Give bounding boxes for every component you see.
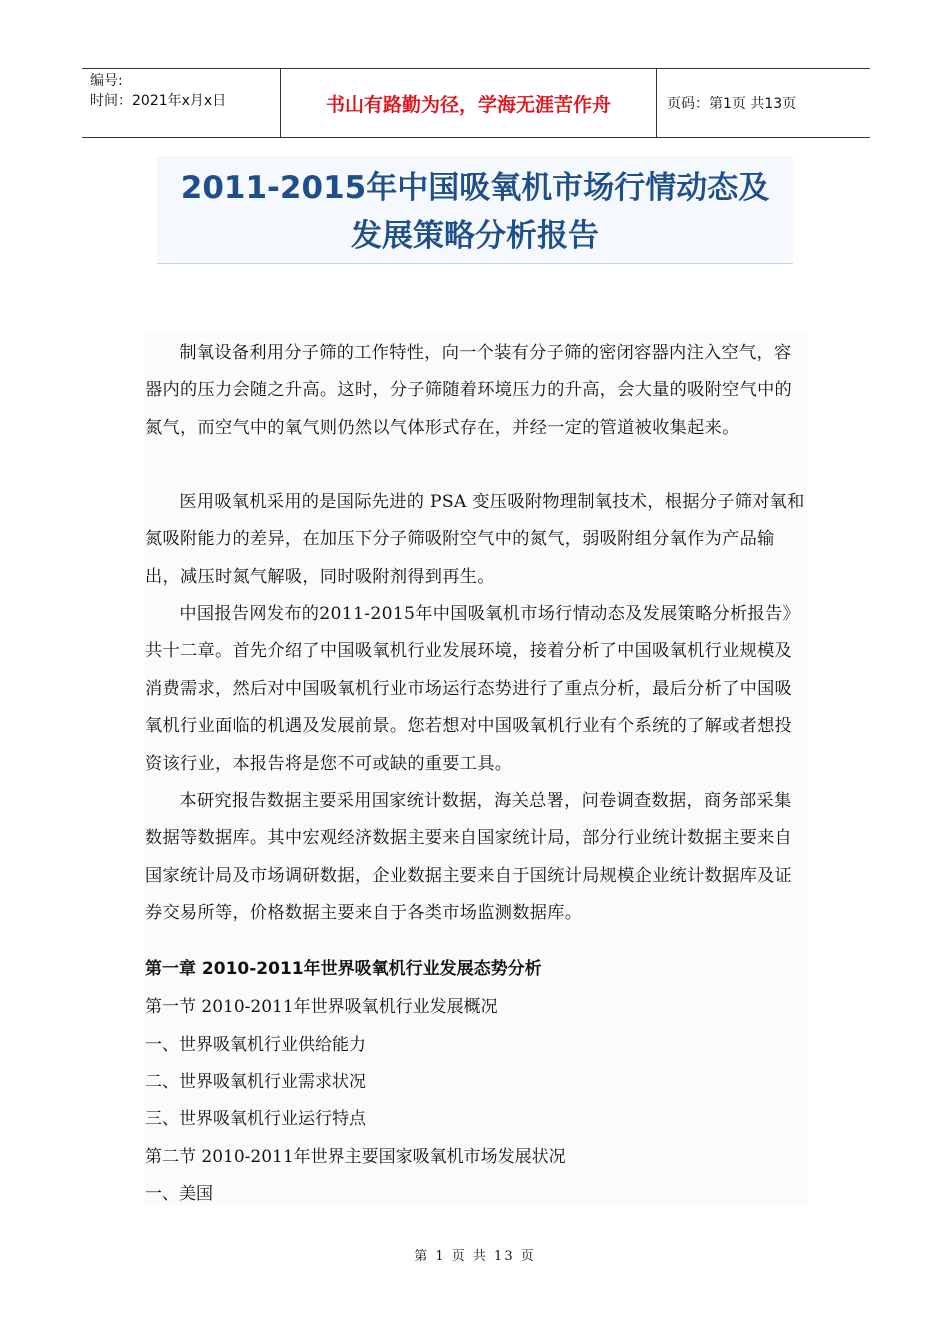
title-line-2: 发展策略分析报告: [351, 218, 599, 254]
header-page-info: 页码：第1页 共13页: [667, 96, 797, 112]
paragraph-3: 中国报告网发布的2011-2015年中国吸氧机市场行情动态及发展策略分析报告》共十二章。首先介绍了中国吸氧机行业发展环境，接着分析了中国吸氧机行业规模及消费需求，然后对中国吸氧机行业市场运行态势进行了重点分析，最后分析了中国吸氧机行业面临的机遇及发展前景。您若想对中国吸氧机行业有个系统的了解或者想投资该行业，本报告将是您不可或缺的重要工具。: [145, 604, 801, 774]
document-title: [157, 156, 793, 264]
toc-item: 一、世界吸氧机行业供给能力: [145, 1035, 366, 1055]
toc-chapter-1: 第一章 2010-2011年世界吸氧机行业发展态势分析: [145, 959, 542, 979]
toc-item: 第一节 2010-2011年世界吸氧机行业发展概况: [145, 997, 498, 1017]
header-motto: 书山有路勤为径，学海无涯苦作舟: [281, 69, 657, 137]
toc-item: 第二节 2010-2011年世界主要国家吸氧机市场发展状况: [145, 1147, 566, 1167]
paragraph-4: 本研究报告数据主要采用国家统计数据，海关总署，问卷调查数据，商务部采集数据等数据库。其中宏观经济数据主要来自国家统计局，部分行业统计数据主要来自国家统计局及市场调研数据，企业数据主要来自于国统计局规模企业统计数据库及证券交易所等，价格数据主要来自于各类市场监测数据库。: [145, 791, 793, 924]
document-number-label: 编号:: [90, 73, 123, 89]
toc-item: 三、世界吸氧机行业运行特点: [145, 1109, 366, 1129]
paragraph-2: 医用吸氧机采用的是国际先进的 PSA 变压吸附物理制氧技术，根据分子筛对氧和氮吸附能力的差异，在加压下分子筛吸附空气中的氮气，弱吸附组分氧作为产品输出，减压时氮气解吸，同时吸附剂得到再生。: [145, 492, 805, 587]
page-footer: 第 1 页 共 13 页: [414, 1249, 536, 1264]
paragraph-1: 制氧设备利用分子筛的工作特性，向一个装有分子筛的密闭容器内注入空气，容器内的压力会随之升高。这时，分子筛随着环境压力的升高，会大量的吸附空气中的氮气，而空气中的氧气则仍然以气体形式存在，并经一定的管道被收集起来。: [145, 343, 793, 438]
toc-item: 一、美国: [145, 1184, 213, 1204]
title-line-1: 2011-2015年中国吸氧机市场行情动态及: [180, 170, 770, 206]
document-time-label: 时间：2021年x月x日: [90, 93, 227, 109]
toc-item: 二、世界吸氧机行业需求状况: [145, 1072, 366, 1092]
header-table: [82, 68, 870, 138]
header-meta-cell: [82, 69, 281, 137]
